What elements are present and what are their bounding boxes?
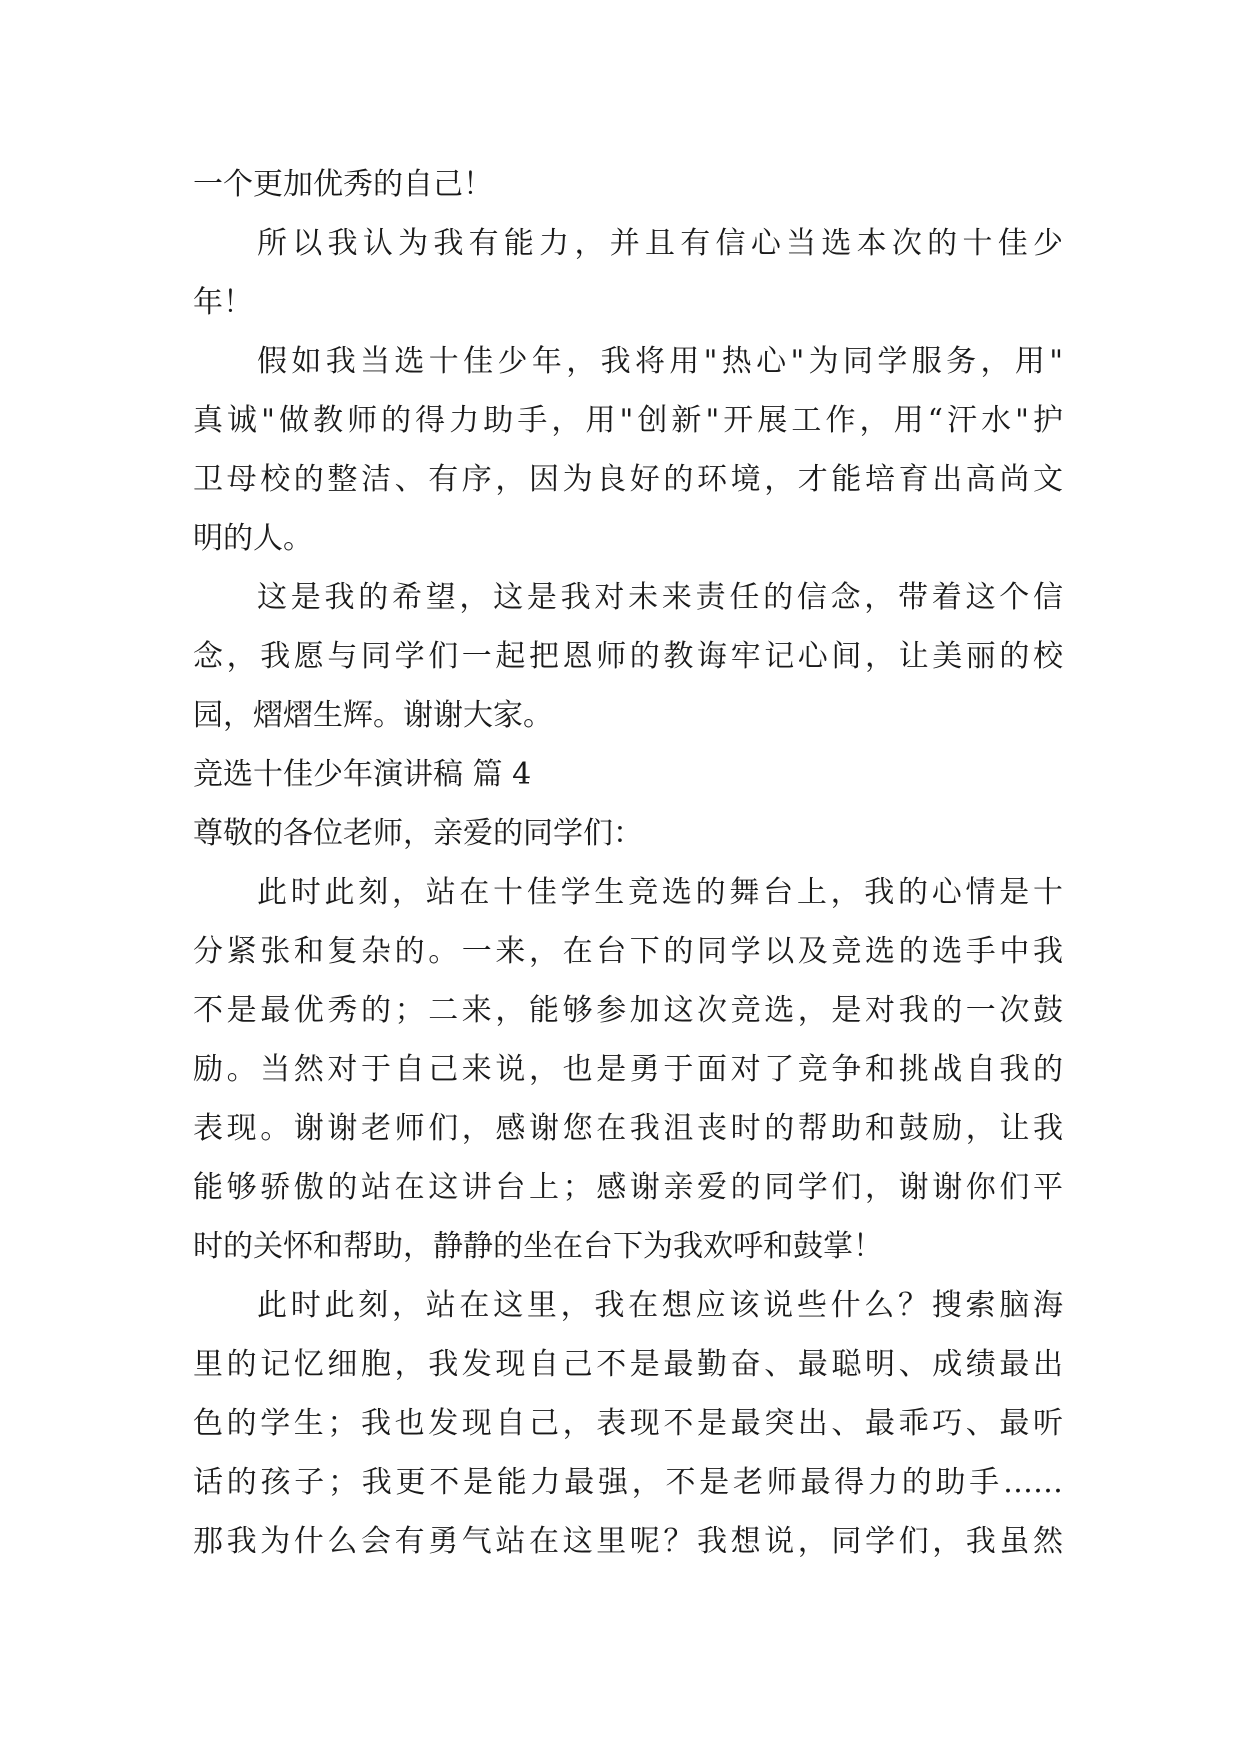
text-line: 励。当然对于自己来说，也是勇于面对了竞争和挑战自我的 [193,1052,1063,1087]
text-line: 一个更加优秀的自己！ [193,167,493,202]
text-line: 分紧张和复杂的。一来，在台下的同学以及竞选的选手中我 [193,934,1063,969]
text-line: 时的关怀和帮助，静静的坐在台下为我欢呼和鼓掌！ [193,1229,883,1264]
text-line: 园，熠熠生辉。谢谢大家。 [193,698,553,733]
text-line: 年！ [193,285,253,320]
text-line: 不是最优秀的；二来，能够参加这次竞选，是对我的一次鼓 [193,993,1063,1028]
text-line: 那我为什么会有勇气站在这里呢？我想说，同学们，我虽然 [193,1524,1063,1559]
text-line: 假如我当选十佳少年，我将用"热心"为同学服务，用" [257,344,1063,379]
text-line: 真诚"做教师的得力助手，用"创新"开展工作，用“汗水"护 [193,403,1063,438]
text-line: 表现。谢谢老师们，感谢您在我沮丧时的帮助和鼓励，让我 [193,1111,1063,1146]
text-line: 话的孩子；我更不是能力最强，不是老师最得力的助手…… [193,1465,1063,1500]
text-line: 卫母校的整洁、有序，因为良好的环境，才能培育出高尚文 [193,462,1063,497]
text-line: 色的学生；我也发现自己，表现不是最突出、最乖巧、最听 [193,1406,1063,1441]
text-line: 里的记忆细胞，我发现自己不是最勤奋、最聪明、成绩最出 [193,1347,1063,1382]
document-page [193,155,1063,1571]
text-line: 此时此刻，站在这里，我在想应该说些什么？搜索脑海 [257,1288,1063,1323]
text-line: 明的人。 [193,521,313,556]
section-heading: 竞选十佳少年演讲稿 篇 4 [193,757,532,792]
text-line: 这是我的希望，这是我对未来责任的信念，带着这个信 [257,580,1063,615]
text-line: 念，我愿与同学们一起把恩师的教诲牢记心间，让美丽的校 [193,639,1063,674]
salutation: 尊敬的各位老师，亲爱的同学们： [193,816,643,851]
text-line: 此时此刻，站在十佳学生竞选的舞台上，我的心情是十 [257,875,1063,910]
text-line: 能够骄傲的站在这讲台上；感谢亲爱的同学们，谢谢你们平 [193,1170,1063,1205]
text-line: 所以我认为我有能力，并且有信心当选本次的十佳少 [257,226,1063,261]
